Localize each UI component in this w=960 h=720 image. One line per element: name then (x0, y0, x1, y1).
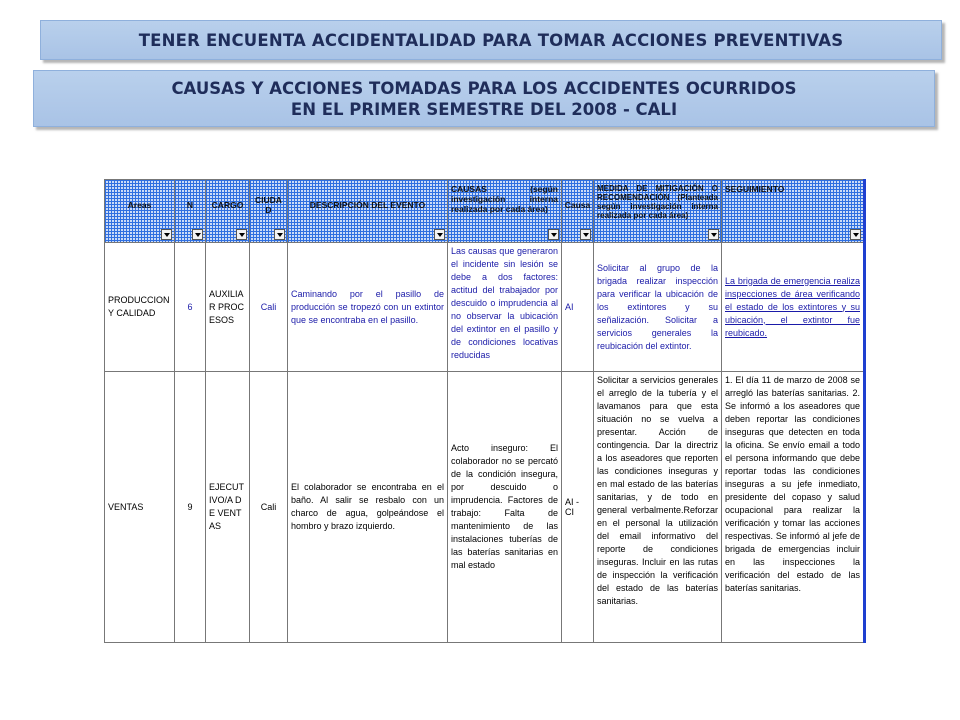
cell-medida: Solicitar al grupo de la brigada realizar inspección para verificar la ubicación de los extintores y su señalización. Solicitar a servicios generales la reubicación del extintor. (594, 243, 722, 372)
header-ciudad: CIUDAD (250, 180, 288, 243)
cell-descripcion: Caminando por el pasillo de producción se tropezó con un extintor que se encontraba en el pasillo. (288, 243, 448, 372)
filter-dropdown-icon[interactable] (850, 229, 861, 240)
cell-area: PRODUCCION Y CALIDAD (105, 243, 175, 372)
table-row (105, 243, 865, 372)
cell-ciudad: Cali (250, 372, 288, 643)
subtitle-line-1: CAUSAS Y ACCIONES TOMADAS PARA LOS ACCIDENTES OCURRIDOS (171, 79, 797, 98)
header-descripcion: DESCRIPCIÓN DEL EVENTO (288, 180, 448, 243)
cell-cargo: EJECUTIVO/A DE VENTAS (206, 372, 250, 643)
cell-descripcion: El colaborador se encontraba en el baño. Al salir se resbalo con un charco de agua, golpeándose el hombro y brazo izquierdo. (288, 372, 448, 643)
header-medida: MEDIDA DE MITIGACIÓN O RECOMENDACIÓN (Planteada según investigación interna realizada por cada área) (594, 180, 722, 243)
header-cargo: CARGO (206, 180, 250, 243)
cell-area: VENTAS (105, 372, 175, 643)
filter-dropdown-icon[interactable] (161, 229, 172, 240)
header-areas: Areas (105, 180, 175, 243)
cell-ciudad: Cali (250, 243, 288, 372)
filter-dropdown-icon[interactable] (236, 229, 247, 240)
table-row (105, 372, 865, 643)
header-causas: CAUSAS (según investigación interna realizada por cada área) (448, 180, 562, 243)
accidents-table (104, 179, 866, 643)
header-row (105, 180, 865, 243)
banner-title: TENER ENCUENTA ACCIDENTALIDAD PARA TOMAR ACCIONES PREVENTIVAS (138, 31, 844, 50)
cell-seguimiento: 1. El día 11 de marzo de 2008 se arregló las baterías sanitarias. 2. Se informó a los aseadores que deben reportar las condiciones inseguras que detecten en toda la oficina. Se envío email a todo el persona informando que debe reportar todas las condiciones inseguras a su jefe inmediato, presidente del copaso y salud ocupacional para realizar la verificación y tomar las acciones respectivas. Se informó al jefe de brigada de emergencias incluir en las inspecciones la verificación del estado de las baterías sanitarias. (722, 372, 865, 643)
cell-causa: AI - CI (562, 372, 594, 643)
cell-cargo: AUXILIAR PROCESOS (206, 243, 250, 372)
header-causa: Causa (562, 180, 594, 243)
filter-dropdown-icon[interactable] (548, 229, 559, 240)
cell-n: 9 (175, 372, 206, 643)
filter-dropdown-icon[interactable] (708, 229, 719, 240)
title-banner (40, 20, 942, 60)
filter-dropdown-icon[interactable] (274, 229, 285, 240)
cell-n: 6 (175, 243, 206, 372)
cell-causas: Acto inseguro: El colaborador no se percató de la condición insegura, por descuido o imprudencia. Factores de trabajo: Falta de mantenimiento de las instalaciones tuberías de las baterías sanitarias en mal estado (448, 372, 562, 643)
cell-causas: Las causas que generaron el incidente sin lesión se debe a dos factores: actitud del trabajador por descuido o imprudencia al no observar la ubicación del extintor en el pasillo y de condiciones locativas reducidas (448, 243, 562, 372)
header-seguimiento: SEGUIMIENTO (722, 180, 865, 243)
subtitle-line-2: EN EL PRIMER SEMESTRE DEL 2008 - CALI (290, 100, 678, 119)
header-n: N (175, 180, 206, 243)
filter-dropdown-icon[interactable] (192, 229, 203, 240)
cell-causa: AI (562, 243, 594, 372)
cell-seguimiento: La brigada de emergencia realiza inspecciones de área verificando el estado de los extintores y su ubicación, el extintor fue reubicado. (722, 243, 865, 372)
subtitle-banner (33, 70, 935, 127)
filter-dropdown-icon[interactable] (580, 229, 591, 240)
filter-dropdown-icon[interactable] (434, 229, 445, 240)
cell-medida: Solicitar a servicios generales el arreglo de la tubería y el lavamanos para que esta situación no se vuelva a presentar. Acción de contingencia. Dar la directriz a los aseadores que reporten las condiciones inseguras y en mal estado de las baterías sanitarias, y de todo en general verbalmente.Reforzar en el personal la utilización del email informativo del reporte de condiciones inseguras. Incluir en las rutas de inspección la verificación del estado de las baterías sanitarias. (594, 372, 722, 643)
